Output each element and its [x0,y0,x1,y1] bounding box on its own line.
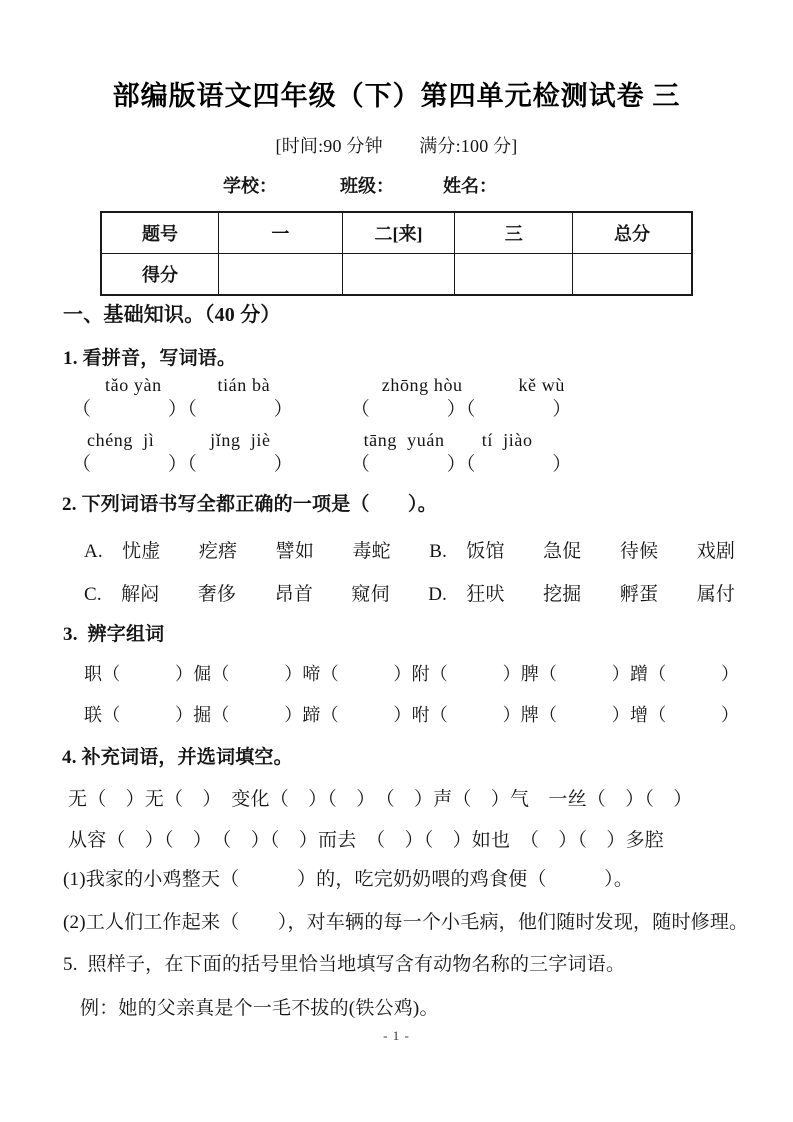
q4-row-2: 从容（ ）（ ） （ ）（ ）而去 （ ）（ ）如也 （ ）（ ）多腔 [68,830,665,851]
q4-sub-question-2: (2)工人们工作起来（ ），对车辆的每一个小毛病，他们随时发现，随时修理。 [63,912,749,933]
score-cell [455,254,573,296]
q4-sub-question-1: (1)我家的小鸡整天（ ）的，吃完奶奶喂的鸡食便（ ）。 [63,869,634,890]
q1-bracket-line-1: （ ）（ ） （ ）（ ） [72,399,572,420]
score-cell [219,254,343,296]
q1-pinyin-line-2: chéng jì jǐng jiè tāng yuán tí jiào [87,430,533,450]
school-label: 学校： [223,176,277,196]
table-header-cell: 一 [219,212,343,254]
class-label: 班级： [340,176,394,196]
q4-heading: 4. 补充词语，并选词填空。 [62,747,293,768]
name-label: 姓名： [443,176,497,196]
q2-heading: 2. 下列词语书写全都正确的一项是（ ）。 [62,494,437,515]
q3-row-1: 职（ ）倔（ ）啼（ ）附（ ）脾（ ）蹭（ ） [84,664,740,684]
q3-heading: 3. 辨字组词 [63,624,165,645]
score-row-label: 得分 [101,254,219,296]
table-header-cell: 三 [455,212,573,254]
q2-options-cd: C. 解闷 奢侈 昂首 窥伺 D. 狂吠 挖掘 孵蛋 属付 [84,584,736,605]
table-header-cell: 二[来] [342,212,455,254]
score-table-header-row [101,212,692,254]
q5-example: 例：她的父亲真是个一毛不拔的(铁公鸡)。 [80,998,439,1019]
q1-bracket-line-2: （ ）（ ） （ ）（ ） [72,454,572,475]
q4-row-1: 无（ ）无（ ） 变化（ ）（ ） （ ）声（ ）气 一丝（ ）（ ） [68,789,693,810]
exam-meta: [时间:90 分钟 满分:100 分] [275,136,518,156]
section-1-heading: 一、基础知识。（40 分） [63,304,281,326]
score-table-score-row [101,254,692,296]
q2-options-ab: A. 忧虚 疙瘩 譬如 毒蛇 B. 饭馆 急促 待候 戏剧 [84,541,736,562]
score-cell [573,254,692,296]
q3-row-2: 联（ ）掘（ ）蹄（ ）咐（ ）牌（ ）增（ ） [84,705,740,725]
table-header-cell: 总分 [573,212,692,254]
page-title: 部编版语文四年级（下）第四单元检测试卷 三 [112,81,681,111]
q1-heading: 1. 看拼音，写词语。 [63,348,237,369]
score-cell [342,254,455,296]
q1-pinyin-line-1: tǎo yàn tián bà zhōng hòu kě wù [105,375,565,395]
score-table [100,211,693,296]
table-header-cell: 题号 [101,212,219,254]
page-number: - 1 - [383,1028,410,1043]
q5-heading: 5. 照样子，在下面的括号里恰当地填写含有动物名称的三字词语。 [63,954,626,975]
